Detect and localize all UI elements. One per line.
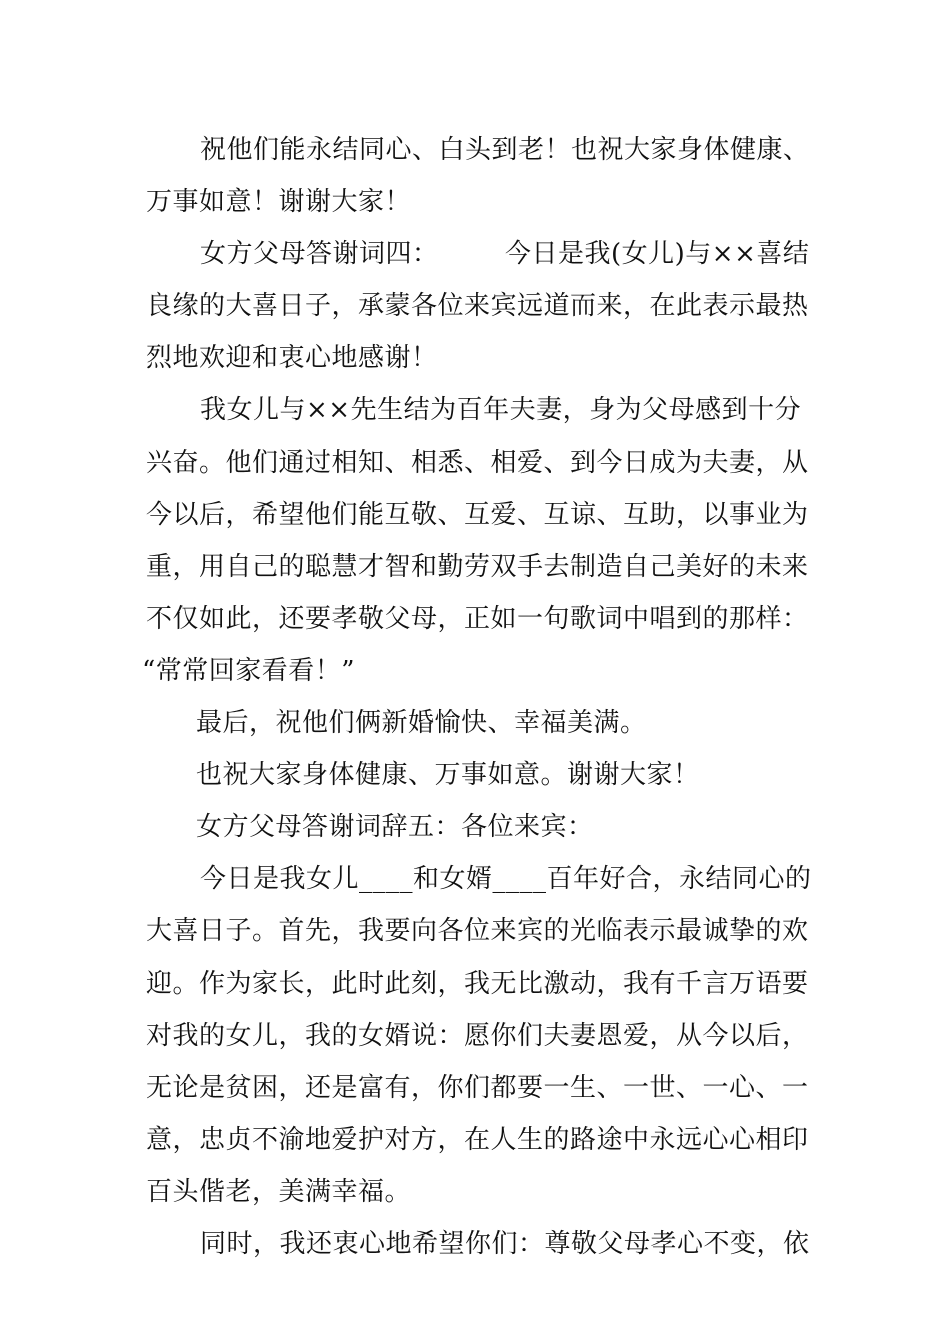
paragraph-line: 大喜日子。首先，我要向各位来宾的光临表示最诚挚的欢 xyxy=(146,916,809,947)
paragraph-line: 祝他们能永结同心、白头到老！也祝大家身体健康、 xyxy=(200,135,810,165)
paragraph-line: 同时，我还衷心地希望你们：尊敬父母孝心不变，依 xyxy=(200,1228,810,1259)
paragraph-line: 无论是贫困，还是富有，你们都要一生、一世、一心、一 xyxy=(146,1072,809,1103)
paragraph-line: 万事如意！谢谢大家！ xyxy=(146,187,412,218)
paragraph-line: 最后，祝他们俩新婚愉快、幸福美满。 xyxy=(196,708,647,739)
paragraph-line: 良缘的大喜日子，承蒙各位来宾远道而来，在此表示最热 xyxy=(146,291,809,322)
paragraph-line: 迎。作为家长，此时此刻，我无比激动，我有千言万语要 xyxy=(146,968,809,999)
paragraph-line: 今日是我女儿____和女婿____百年好合，永结同心的 xyxy=(200,864,812,895)
paragraph-line: 兴奋。他们通过相知、相悉、相爱、到今日成为夫妻，从 xyxy=(146,447,809,478)
paragraph-line: 也祝大家身体健康、万事如意。谢谢大家！ xyxy=(196,760,700,791)
document-body xyxy=(142,124,812,1270)
paragraph-line: 百头偕老，美满幸福。 xyxy=(146,1176,412,1207)
paragraph-line: 女方父母答谢词四： 今日是我(女儿)与××喜结 xyxy=(200,239,810,270)
paragraph-line: 我女儿与××先生结为百年夫妻，身为父母感到十分 xyxy=(200,395,802,426)
paragraph-line: 今以后，希望他们能互敬、互爱、互谅、互助，以事业为 xyxy=(146,499,809,530)
paragraph-line: 对我的女儿，我的女婿说：愿你们夫妻恩爱，从今以后， xyxy=(146,1020,809,1051)
paragraph-line: 意，忠贞不渝地爱护对方，在人生的路途中永远心心相印 xyxy=(146,1124,809,1155)
paragraph-line: 女方父母答谢词辞五：各位来宾： xyxy=(196,812,594,843)
paragraph-line: 重，用自己的聪慧才智和勤劳双手去制造自己美好的未来 xyxy=(146,551,809,582)
paragraph-line: 不仅如此，还要孝敬父母，正如一句歌词中唱到的那样： xyxy=(146,603,809,634)
paragraph-line: 烈地欢迎和衷心地感谢！ xyxy=(146,343,438,374)
paragraph-line: “常常回家看看！” xyxy=(142,655,356,686)
